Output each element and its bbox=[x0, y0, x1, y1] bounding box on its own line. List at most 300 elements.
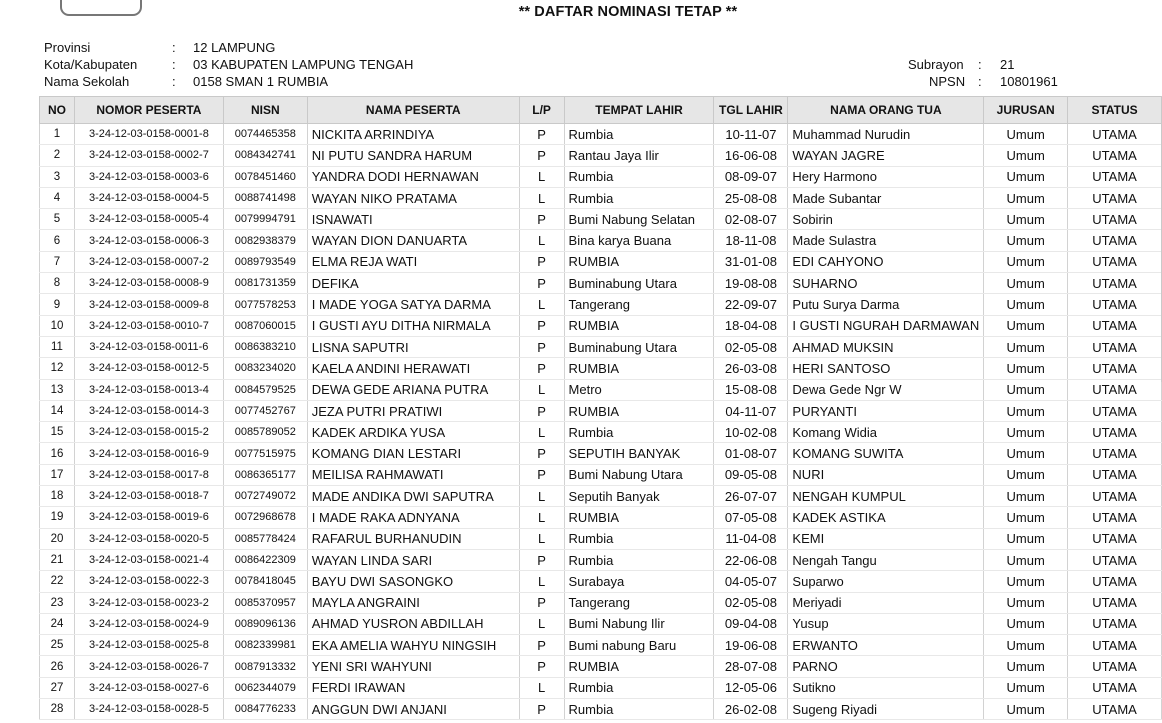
table-header-row bbox=[40, 97, 1162, 124]
cell-nomor-peserta: 3-24-12-03-0158-0020-5 bbox=[74, 528, 223, 549]
cell-nisn: 0088741498 bbox=[223, 187, 307, 208]
table-row bbox=[40, 422, 1162, 443]
cell-no: 17 bbox=[40, 464, 75, 485]
cell-tgl-lahir: 25-08-08 bbox=[714, 187, 788, 208]
info-value: 0158 SMAN 1 RUMBIA bbox=[193, 74, 329, 89]
document-title: ** DAFTAR NOMINASI TETAP ** bbox=[518, 4, 738, 20]
cell-tgl-lahir: 26-07-07 bbox=[714, 486, 788, 507]
cell-nomor-peserta: 3-24-12-03-0158-0018-7 bbox=[74, 486, 223, 507]
cell-tgl-lahir: 02-05-08 bbox=[714, 592, 788, 613]
cell-nama-orang-tua: Made Subantar bbox=[788, 187, 984, 208]
cell-jurusan: Umum bbox=[984, 230, 1068, 251]
column-header-tgl-lahir: TGL LAHIR bbox=[714, 97, 788, 124]
cell-no: 16 bbox=[40, 443, 75, 464]
cell-no: 8 bbox=[40, 273, 75, 294]
table-row bbox=[40, 528, 1162, 549]
cell-nisn: 0087060015 bbox=[223, 315, 307, 336]
cell-nomor-peserta: 3-24-12-03-0158-0021-4 bbox=[74, 549, 223, 570]
cell-nomor-peserta: 3-24-12-03-0158-0026-7 bbox=[74, 656, 223, 677]
cell-no: 25 bbox=[40, 635, 75, 656]
cell-tempat-lahir: Bumi nabung Baru bbox=[564, 635, 714, 656]
cell-nama-orang-tua: Sugeng Riyadi bbox=[788, 699, 984, 720]
cell-no: 19 bbox=[40, 507, 75, 528]
cell-nomor-peserta: 3-24-12-03-0158-0016-9 bbox=[74, 443, 223, 464]
cell-nisn: 0086365177 bbox=[223, 464, 307, 485]
cell-jurusan: Umum bbox=[984, 635, 1068, 656]
cell-status: UTAMA bbox=[1068, 336, 1162, 357]
cell-tempat-lahir: RUMBIA bbox=[564, 400, 714, 421]
table-row bbox=[40, 613, 1162, 634]
cell-nisn: 0077578253 bbox=[223, 294, 307, 315]
cell-tgl-lahir: 18-11-08 bbox=[714, 230, 788, 251]
cell-tgl-lahir: 26-02-08 bbox=[714, 699, 788, 720]
table-row bbox=[40, 443, 1162, 464]
table-row bbox=[40, 635, 1162, 656]
table-row bbox=[40, 336, 1162, 357]
cell-status: UTAMA bbox=[1068, 379, 1162, 400]
cell-lp: L bbox=[519, 379, 564, 400]
cell-tgl-lahir: 11-04-08 bbox=[714, 528, 788, 549]
cell-nama-orang-tua: AHMAD MUKSIN bbox=[788, 336, 984, 357]
cell-nama-peserta: KAELA ANDINI HERAWATI bbox=[307, 358, 519, 379]
cell-nama-peserta: BAYU DWI SASONGKO bbox=[307, 571, 519, 592]
table-row bbox=[40, 571, 1162, 592]
cell-tgl-lahir: 18-04-08 bbox=[714, 315, 788, 336]
cell-nama-orang-tua: WAYAN JAGRE bbox=[788, 145, 984, 166]
column-header-nama-orang-tua: NAMA ORANG TUA bbox=[788, 97, 984, 124]
cell-tempat-lahir: Rumbia bbox=[564, 124, 714, 145]
table-row bbox=[40, 379, 1162, 400]
cell-lp: L bbox=[519, 294, 564, 315]
cell-status: UTAMA bbox=[1068, 251, 1162, 272]
info-value: 10801961 bbox=[1000, 74, 1058, 89]
cell-lp: P bbox=[519, 592, 564, 613]
cell-nama-peserta: AHMAD YUSRON ABDILLAH bbox=[307, 613, 519, 634]
cell-status: UTAMA bbox=[1068, 358, 1162, 379]
table-row bbox=[40, 549, 1162, 570]
cell-nama-peserta: RAFARUL BURHANUDIN bbox=[307, 528, 519, 549]
cell-nomor-peserta: 3-24-12-03-0158-0009-8 bbox=[74, 294, 223, 315]
cell-nama-orang-tua: KOMANG SUWITA bbox=[788, 443, 984, 464]
cell-status: UTAMA bbox=[1068, 422, 1162, 443]
table-row bbox=[40, 464, 1162, 485]
cell-nama-orang-tua: HERI SANTOSO bbox=[788, 358, 984, 379]
cell-status: UTAMA bbox=[1068, 507, 1162, 528]
cell-status: UTAMA bbox=[1068, 443, 1162, 464]
cell-nama-peserta: EKA AMELIA WAHYU NINGSIH bbox=[307, 635, 519, 656]
cell-lp: P bbox=[519, 464, 564, 485]
cell-tgl-lahir: 09-04-08 bbox=[714, 613, 788, 634]
table-row bbox=[40, 145, 1162, 166]
cell-status: UTAMA bbox=[1068, 592, 1162, 613]
table-row bbox=[40, 315, 1162, 336]
cell-no: 3 bbox=[40, 166, 75, 187]
cell-tgl-lahir: 10-02-08 bbox=[714, 422, 788, 443]
cell-nama-peserta: NICKITA ARRINDIYA bbox=[307, 124, 519, 145]
cell-nomor-peserta: 3-24-12-03-0158-0024-9 bbox=[74, 613, 223, 634]
cell-tempat-lahir: RUMBIA bbox=[564, 358, 714, 379]
column-header-status: STATUS bbox=[1068, 97, 1162, 124]
cell-nama-orang-tua: I GUSTI NGURAH DARMAWAN bbox=[788, 315, 984, 336]
column-header-jurusan: JURUSAN bbox=[984, 97, 1068, 124]
cell-status: UTAMA bbox=[1068, 294, 1162, 315]
cell-lp: L bbox=[519, 571, 564, 592]
cell-nisn: 0089793549 bbox=[223, 251, 307, 272]
table-row bbox=[40, 230, 1162, 251]
cell-lp: P bbox=[519, 145, 564, 166]
cell-no: 10 bbox=[40, 315, 75, 336]
cell-tgl-lahir: 01-08-07 bbox=[714, 443, 788, 464]
cell-nama-orang-tua: Nengah Tangu bbox=[788, 549, 984, 570]
cell-tempat-lahir: Rumbia bbox=[564, 549, 714, 570]
cell-nomor-peserta: 3-24-12-03-0158-0007-2 bbox=[74, 251, 223, 272]
cell-lp: P bbox=[519, 358, 564, 379]
cell-jurusan: Umum bbox=[984, 486, 1068, 507]
cell-tgl-lahir: 19-06-08 bbox=[714, 635, 788, 656]
cell-tgl-lahir: 19-08-08 bbox=[714, 273, 788, 294]
cell-nomor-peserta: 3-24-12-03-0158-0014-3 bbox=[74, 400, 223, 421]
cell-no: 14 bbox=[40, 400, 75, 421]
cell-status: UTAMA bbox=[1068, 166, 1162, 187]
cell-status: UTAMA bbox=[1068, 635, 1162, 656]
cell-tgl-lahir: 31-01-08 bbox=[714, 251, 788, 272]
cell-nomor-peserta: 3-24-12-03-0158-0003-6 bbox=[74, 166, 223, 187]
cell-nama-orang-tua: Made Sulastra bbox=[788, 230, 984, 251]
cell-nomor-peserta: 3-24-12-03-0158-0015-2 bbox=[74, 422, 223, 443]
cell-jurusan: Umum bbox=[984, 507, 1068, 528]
cell-lp: L bbox=[519, 422, 564, 443]
cell-nomor-peserta: 3-24-12-03-0158-0002-7 bbox=[74, 145, 223, 166]
table-row bbox=[40, 294, 1162, 315]
cell-no: 18 bbox=[40, 486, 75, 507]
cell-status: UTAMA bbox=[1068, 528, 1162, 549]
cell-nama-orang-tua: NENGAH KUMPUL bbox=[788, 486, 984, 507]
cell-tempat-lahir: Metro bbox=[564, 379, 714, 400]
cell-no: 26 bbox=[40, 656, 75, 677]
column-header-tempat-lahir: TEMPAT LAHIR bbox=[564, 97, 714, 124]
cell-nomor-peserta: 3-24-12-03-0158-0010-7 bbox=[74, 315, 223, 336]
cell-nisn: 0062344079 bbox=[223, 677, 307, 698]
cell-nama-peserta: ANGGUN DWI ANJANI bbox=[307, 699, 519, 720]
cell-jurusan: Umum bbox=[984, 379, 1068, 400]
cell-no: 7 bbox=[40, 251, 75, 272]
table-row bbox=[40, 273, 1162, 294]
cell-nama-orang-tua: Putu Surya Darma bbox=[788, 294, 984, 315]
cell-nama-peserta: KOMANG DIAN LESTARI bbox=[307, 443, 519, 464]
cell-nama-orang-tua: SUHARNO bbox=[788, 273, 984, 294]
cell-nisn: 0077515975 bbox=[223, 443, 307, 464]
cell-nama-peserta: ELMA REJA WATI bbox=[307, 251, 519, 272]
cell-status: UTAMA bbox=[1068, 209, 1162, 230]
cell-nomor-peserta: 3-24-12-03-0158-0028-5 bbox=[74, 699, 223, 720]
cell-tgl-lahir: 28-07-08 bbox=[714, 656, 788, 677]
cell-nama-peserta: NI PUTU SANDRA HARUM bbox=[307, 145, 519, 166]
cell-status: UTAMA bbox=[1068, 273, 1162, 294]
cell-nama-peserta: FERDI IRAWAN bbox=[307, 677, 519, 698]
cell-jurusan: Umum bbox=[984, 166, 1068, 187]
table-row bbox=[40, 656, 1162, 677]
cell-nama-orang-tua: PARNO bbox=[788, 656, 984, 677]
cell-status: UTAMA bbox=[1068, 613, 1162, 634]
cell-nama-orang-tua: Yusup bbox=[788, 613, 984, 634]
cell-nama-peserta: JEZA PUTRI PRATIWI bbox=[307, 400, 519, 421]
cell-nisn: 0087913332 bbox=[223, 656, 307, 677]
cell-lp: P bbox=[519, 336, 564, 357]
cell-jurusan: Umum bbox=[984, 677, 1068, 698]
cell-nama-orang-tua: Hery Harmono bbox=[788, 166, 984, 187]
cell-tgl-lahir: 10-11-07 bbox=[714, 124, 788, 145]
cell-tempat-lahir: Rumbia bbox=[564, 528, 714, 549]
table-row bbox=[40, 507, 1162, 528]
cell-jurusan: Umum bbox=[984, 549, 1068, 570]
cell-tempat-lahir: Rumbia bbox=[564, 677, 714, 698]
cell-jurusan: Umum bbox=[984, 571, 1068, 592]
cell-nomor-peserta: 3-24-12-03-0158-0017-8 bbox=[74, 464, 223, 485]
cell-tgl-lahir: 22-09-07 bbox=[714, 294, 788, 315]
cell-no: 21 bbox=[40, 549, 75, 570]
cell-no: 6 bbox=[40, 230, 75, 251]
cell-jurusan: Umum bbox=[984, 592, 1068, 613]
cell-nisn: 0083234020 bbox=[223, 358, 307, 379]
cell-lp: P bbox=[519, 699, 564, 720]
cell-jurusan: Umum bbox=[984, 315, 1068, 336]
cell-no: 22 bbox=[40, 571, 75, 592]
cell-jurusan: Umum bbox=[984, 422, 1068, 443]
cell-no: 28 bbox=[40, 699, 75, 720]
cell-tgl-lahir: 22-06-08 bbox=[714, 549, 788, 570]
cell-no: 13 bbox=[40, 379, 75, 400]
cell-no: 1 bbox=[40, 124, 75, 145]
cell-nisn: 0077452767 bbox=[223, 400, 307, 421]
cell-nisn: 0082339981 bbox=[223, 635, 307, 656]
cell-no: 12 bbox=[40, 358, 75, 379]
cell-no: 5 bbox=[40, 209, 75, 230]
cell-no: 20 bbox=[40, 528, 75, 549]
cell-tempat-lahir: RUMBIA bbox=[564, 315, 714, 336]
cell-nama-peserta: DEFIKA bbox=[307, 273, 519, 294]
cell-nama-orang-tua: Muhammad Nurudin bbox=[788, 124, 984, 145]
cell-nama-orang-tua: NURI bbox=[788, 464, 984, 485]
cell-lp: P bbox=[519, 273, 564, 294]
cell-tempat-lahir: Rumbia bbox=[564, 187, 714, 208]
cell-nama-orang-tua: Komang Widia bbox=[788, 422, 984, 443]
cell-nomor-peserta: 3-24-12-03-0158-0011-6 bbox=[74, 336, 223, 357]
cell-nama-peserta: LISNA SAPUTRI bbox=[307, 336, 519, 357]
cell-nomor-peserta: 3-24-12-03-0158-0012-5 bbox=[74, 358, 223, 379]
cell-jurusan: Umum bbox=[984, 294, 1068, 315]
cell-tgl-lahir: 04-05-07 bbox=[714, 571, 788, 592]
cell-nama-orang-tua: KADEK ASTIKA bbox=[788, 507, 984, 528]
cell-nomor-peserta: 3-24-12-03-0158-0005-4 bbox=[74, 209, 223, 230]
cell-nama-peserta: I GUSTI AYU DITHA NIRMALA bbox=[307, 315, 519, 336]
cell-no: 11 bbox=[40, 336, 75, 357]
cell-status: UTAMA bbox=[1068, 187, 1162, 208]
info-label: Kota/Kabupaten bbox=[44, 57, 138, 72]
cell-nama-peserta: ISNAWATI bbox=[307, 209, 519, 230]
cell-lp: L bbox=[519, 230, 564, 251]
cell-tempat-lahir: SEPUTIH BANYAK bbox=[564, 443, 714, 464]
cell-tgl-lahir: 26-03-08 bbox=[714, 358, 788, 379]
cell-status: UTAMA bbox=[1068, 656, 1162, 677]
info-value: 03 KABUPATEN LAMPUNG TENGAH bbox=[193, 57, 414, 72]
cell-status: UTAMA bbox=[1068, 699, 1162, 720]
cell-nama-orang-tua: Meriyadi bbox=[788, 592, 984, 613]
nominee-table bbox=[39, 96, 1162, 720]
table-row bbox=[40, 124, 1162, 145]
cell-nama-orang-tua: EDI CAHYONO bbox=[788, 251, 984, 272]
cell-nomor-peserta: 3-24-12-03-0158-0013-4 bbox=[74, 379, 223, 400]
cell-nomor-peserta: 3-24-12-03-0158-0027-6 bbox=[74, 677, 223, 698]
column-header-nisn: NISN bbox=[223, 97, 307, 124]
column-header-nama-peserta: NAMA PESERTA bbox=[307, 97, 519, 124]
info-separator: : bbox=[172, 40, 176, 55]
cell-lp: P bbox=[519, 251, 564, 272]
cell-nisn: 0072749072 bbox=[223, 486, 307, 507]
column-header-no: NO bbox=[40, 97, 75, 124]
cell-jurusan: Umum bbox=[984, 400, 1068, 421]
cell-lp: P bbox=[519, 209, 564, 230]
cell-nisn: 0081731359 bbox=[223, 273, 307, 294]
cell-tgl-lahir: 15-08-08 bbox=[714, 379, 788, 400]
cell-nisn: 0085778424 bbox=[223, 528, 307, 549]
cell-nama-peserta: KADEK ARDIKA YUSA bbox=[307, 422, 519, 443]
cell-nomor-peserta: 3-24-12-03-0158-0025-8 bbox=[74, 635, 223, 656]
cell-nomor-peserta: 3-24-12-03-0158-0004-5 bbox=[74, 187, 223, 208]
cell-jurusan: Umum bbox=[984, 443, 1068, 464]
cell-status: UTAMA bbox=[1068, 145, 1162, 166]
cell-nisn: 0085789052 bbox=[223, 422, 307, 443]
cell-lp: L bbox=[519, 528, 564, 549]
cell-status: UTAMA bbox=[1068, 400, 1162, 421]
table-row bbox=[40, 677, 1162, 698]
cell-status: UTAMA bbox=[1068, 230, 1162, 251]
cell-jurusan: Umum bbox=[984, 273, 1068, 294]
info-separator: : bbox=[172, 74, 176, 89]
cell-nama-orang-tua: Sutikno bbox=[788, 677, 984, 698]
cell-jurusan: Umum bbox=[984, 124, 1068, 145]
cell-nomor-peserta: 3-24-12-03-0158-0008-9 bbox=[74, 273, 223, 294]
cell-status: UTAMA bbox=[1068, 486, 1162, 507]
cell-jurusan: Umum bbox=[984, 699, 1068, 720]
cell-tempat-lahir: Buminabung Utara bbox=[564, 336, 714, 357]
cell-nama-peserta: DEWA GEDE ARIANA PUTRA bbox=[307, 379, 519, 400]
cell-jurusan: Umum bbox=[984, 187, 1068, 208]
cell-lp: P bbox=[519, 400, 564, 421]
cell-nisn: 0084776233 bbox=[223, 699, 307, 720]
table-row bbox=[40, 699, 1162, 720]
column-header-nomor-peserta: NOMOR PESERTA bbox=[74, 97, 223, 124]
cell-tempat-lahir: Bumi Nabung Utara bbox=[564, 464, 714, 485]
cell-jurusan: Umum bbox=[984, 336, 1068, 357]
cell-tempat-lahir: Rumbia bbox=[564, 699, 714, 720]
cell-nomor-peserta: 3-24-12-03-0158-0022-3 bbox=[74, 571, 223, 592]
cell-jurusan: Umum bbox=[984, 251, 1068, 272]
cell-nama-orang-tua: PURYANTI bbox=[788, 400, 984, 421]
cell-jurusan: Umum bbox=[984, 145, 1068, 166]
cell-status: UTAMA bbox=[1068, 124, 1162, 145]
info-label: Subrayon bbox=[908, 57, 964, 72]
cell-nama-orang-tua: Sobirin bbox=[788, 209, 984, 230]
cell-nisn: 0086422309 bbox=[223, 549, 307, 570]
cell-lp: L bbox=[519, 486, 564, 507]
cell-nisn: 0085370957 bbox=[223, 592, 307, 613]
cell-nomor-peserta: 3-24-12-03-0158-0023-2 bbox=[74, 592, 223, 613]
cell-nisn: 0074465358 bbox=[223, 124, 307, 145]
cell-nomor-peserta: 3-24-12-03-0158-0019-6 bbox=[74, 507, 223, 528]
cell-nomor-peserta: 3-24-12-03-0158-0001-8 bbox=[74, 124, 223, 145]
table-row bbox=[40, 400, 1162, 421]
cell-lp: P bbox=[519, 315, 564, 336]
cell-tempat-lahir: Tangerang bbox=[564, 294, 714, 315]
info-separator: : bbox=[978, 74, 982, 89]
cell-nama-peserta: I MADE RAKA ADNYANA bbox=[307, 507, 519, 528]
cell-lp: L bbox=[519, 507, 564, 528]
cell-tgl-lahir: 16-06-08 bbox=[714, 145, 788, 166]
info-value: 21 bbox=[1000, 57, 1015, 72]
cell-nama-peserta: MEILISA RAHMAWATI bbox=[307, 464, 519, 485]
table-row bbox=[40, 592, 1162, 613]
cell-no: 9 bbox=[40, 294, 75, 315]
cell-nama-peserta: YANDRA DODI HERNAWAN bbox=[307, 166, 519, 187]
cell-tempat-lahir: RUMBIA bbox=[564, 656, 714, 677]
info-separator: : bbox=[172, 57, 176, 72]
cell-tgl-lahir: 12-05-06 bbox=[714, 677, 788, 698]
cell-status: UTAMA bbox=[1068, 571, 1162, 592]
cell-tempat-lahir: Bina karya Buana bbox=[564, 230, 714, 251]
info-label: Nama Sekolah bbox=[44, 74, 130, 89]
cell-tgl-lahir: 04-11-07 bbox=[714, 400, 788, 421]
cell-tempat-lahir: RUMBIA bbox=[564, 507, 714, 528]
cell-lp: P bbox=[519, 656, 564, 677]
cell-nomor-peserta: 3-24-12-03-0158-0006-3 bbox=[74, 230, 223, 251]
cell-no: 15 bbox=[40, 422, 75, 443]
cell-status: UTAMA bbox=[1068, 315, 1162, 336]
cell-tgl-lahir: 07-05-08 bbox=[714, 507, 788, 528]
cell-lp: L bbox=[519, 166, 564, 187]
cell-tempat-lahir: Surabaya bbox=[564, 571, 714, 592]
cell-no: 27 bbox=[40, 677, 75, 698]
cell-nisn: 0078451460 bbox=[223, 166, 307, 187]
cell-tempat-lahir: RUMBIA bbox=[564, 251, 714, 272]
cell-no: 23 bbox=[40, 592, 75, 613]
cell-nama-peserta: MAYLA ANGRAINI bbox=[307, 592, 519, 613]
cell-jurusan: Umum bbox=[984, 358, 1068, 379]
cell-nama-peserta: WAYAN LINDA SARI bbox=[307, 549, 519, 570]
cell-nisn: 0079994791 bbox=[223, 209, 307, 230]
cell-status: UTAMA bbox=[1068, 677, 1162, 698]
cell-lp: L bbox=[519, 677, 564, 698]
cell-tempat-lahir: Rantau Jaya Ilir bbox=[564, 145, 714, 166]
info-value: 12 LAMPUNG bbox=[193, 40, 276, 55]
cell-lp: P bbox=[519, 443, 564, 464]
table-row bbox=[40, 486, 1162, 507]
cell-jurusan: Umum bbox=[984, 528, 1068, 549]
cell-nisn: 0084342741 bbox=[223, 145, 307, 166]
cell-tempat-lahir: Buminabung Utara bbox=[564, 273, 714, 294]
cell-tempat-lahir: Tangerang bbox=[564, 592, 714, 613]
cell-tempat-lahir: Rumbia bbox=[564, 422, 714, 443]
cell-no: 4 bbox=[40, 187, 75, 208]
cell-lp: P bbox=[519, 549, 564, 570]
cell-status: UTAMA bbox=[1068, 464, 1162, 485]
cell-tgl-lahir: 02-05-08 bbox=[714, 336, 788, 357]
cell-lp: P bbox=[519, 635, 564, 656]
cell-nama-peserta: WAYAN NIKO PRATAMA bbox=[307, 187, 519, 208]
cell-nama-peserta: WAYAN DION DANUARTA bbox=[307, 230, 519, 251]
cell-jurusan: Umum bbox=[984, 613, 1068, 634]
cell-nisn: 0072968678 bbox=[223, 507, 307, 528]
cell-nisn: 0084579525 bbox=[223, 379, 307, 400]
